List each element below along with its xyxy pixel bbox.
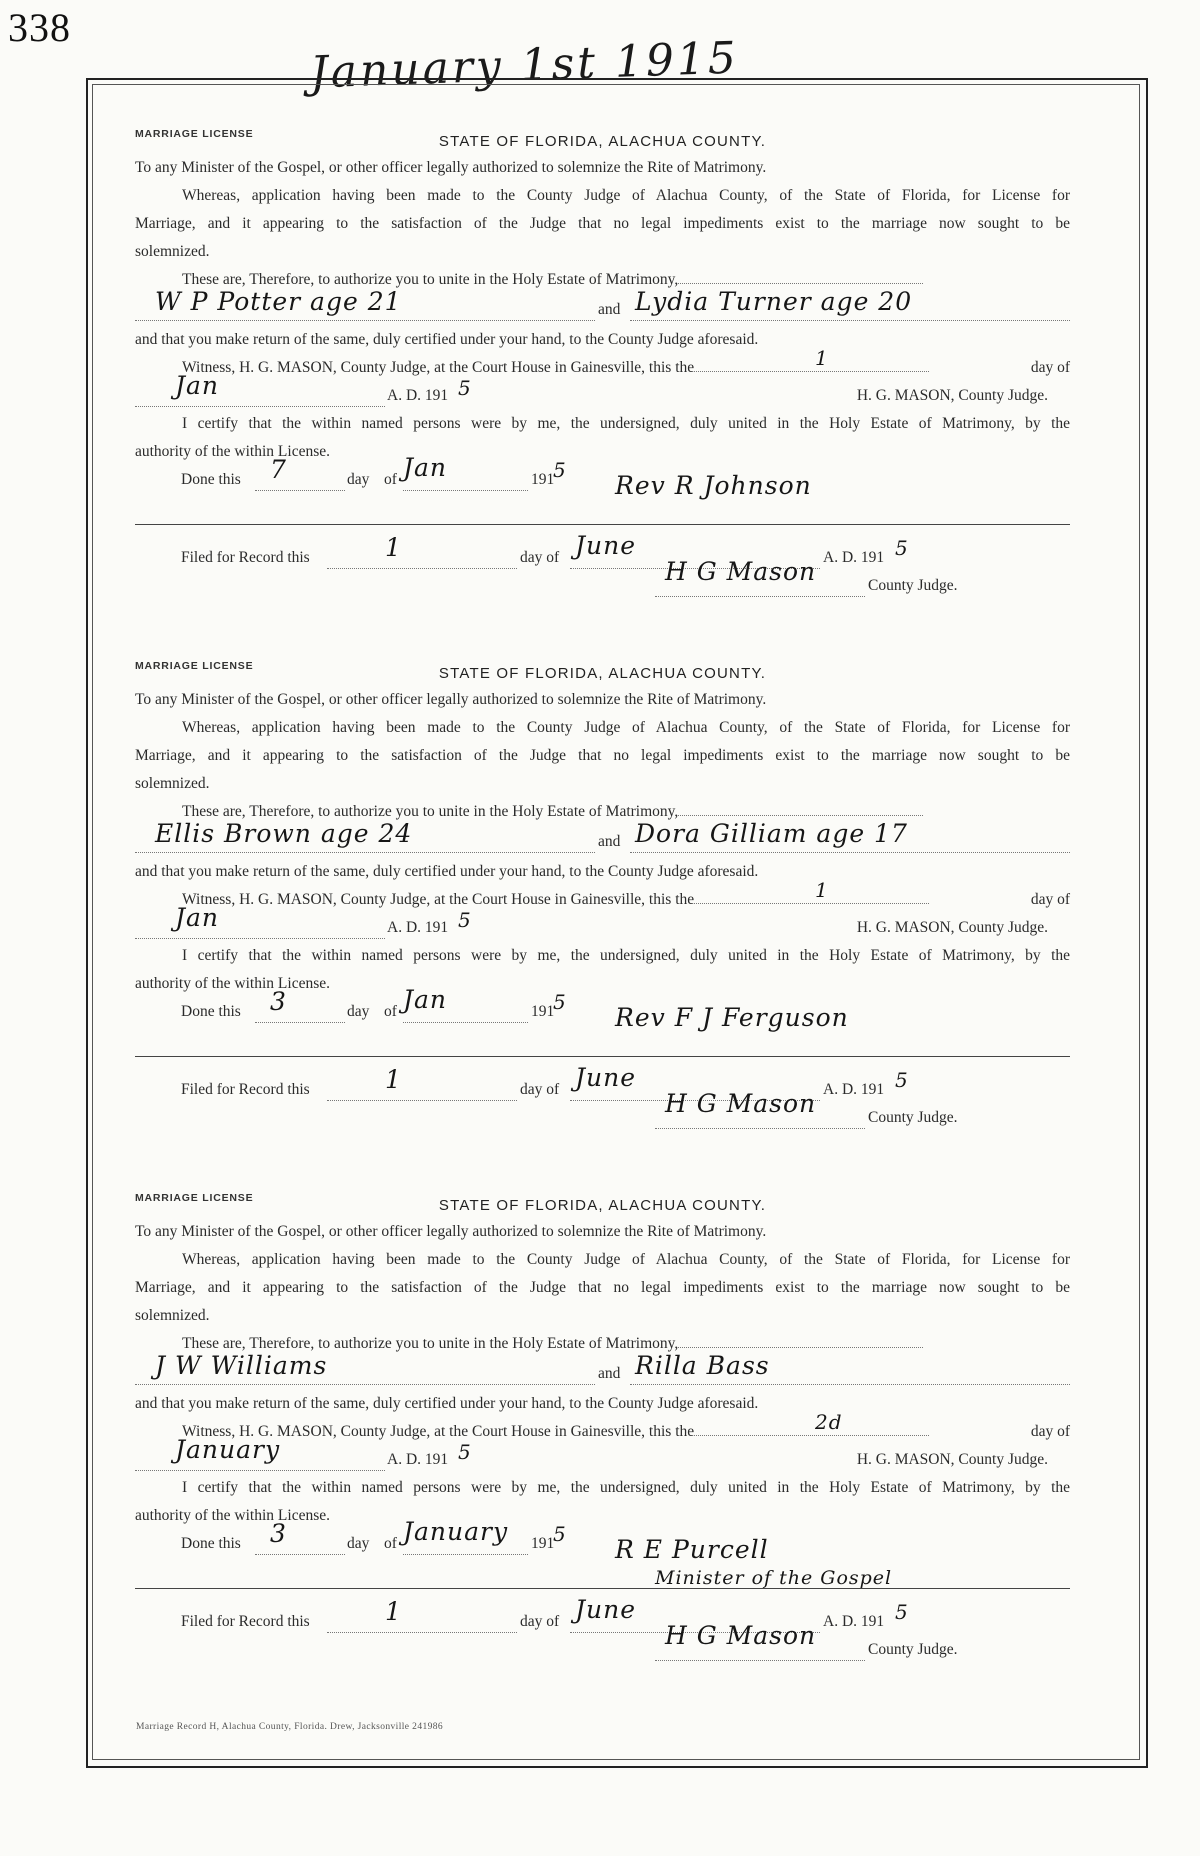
witness-month: Jan [175, 903, 220, 932]
filed-day-field [327, 1084, 517, 1101]
whereas-line-3: solemnized. [135, 243, 210, 260]
filed-year-digit: 5 [895, 1600, 909, 1624]
month-field-line [135, 390, 385, 407]
return-line: and that you make return of the same, duly certified under your hand, to the County Judge aforesaid. [135, 1395, 759, 1412]
whereas-line-3: solemnized. [135, 1307, 210, 1324]
filed-day-of-label: day of [520, 549, 560, 566]
done-day: 7 [270, 455, 287, 484]
filed-day-field [327, 1616, 517, 1633]
judge-printed: H. G. MASON, County Judge. [856, 919, 1048, 936]
and-word: and [598, 1365, 621, 1382]
done-month: Jan [403, 453, 448, 482]
year-prefix: 191 [531, 1535, 555, 1552]
done-year-digit: 5 [553, 458, 567, 482]
month-field-line [135, 922, 385, 939]
filed-day-of-label: day of [520, 1081, 560, 1098]
county-judge-label: County Judge. [868, 577, 958, 594]
filed-day: 1 [385, 533, 402, 562]
license-label: MARRIAGE LICENSE [135, 128, 254, 140]
year-prefix: 191 [531, 1003, 555, 1020]
witness-day: 1 [815, 346, 829, 370]
filed-ad-label: A. D. 191 [823, 549, 885, 566]
witness-day: 2d [815, 1410, 843, 1434]
certify-line-2: authority of the within License. [135, 1507, 330, 1524]
certify-line-1: I certify that the within named persons were by me, the undersigned, duly united in the Holy Estate of Matrimony, by the [182, 947, 1070, 964]
dotted-fill [678, 1331, 923, 1348]
state-title: STATE OF FLORIDA, ALACHUA COUNTY. [438, 133, 767, 150]
witness-line [135, 346, 1070, 382]
certify-line-1: I certify that the within named persons were by me, the undersigned, duly united in the Holy Estate of Matrimony, by the [182, 1479, 1070, 1496]
done-day-field [255, 1006, 345, 1023]
return-line: and that you make return of the same, duly certified under your hand, to the County Judge aforesaid. [135, 331, 759, 348]
done-month: Jan [403, 985, 448, 1014]
dotted-fill [678, 267, 923, 284]
done-year-digit: 5 [553, 990, 567, 1014]
license-label: MARRIAGE LICENSE [135, 660, 254, 672]
filed-month: June [575, 1063, 637, 1092]
filed-day-field [327, 552, 517, 569]
witness-day: 1 [815, 878, 829, 902]
whereas-line-2: Marriage, and it appearing to the satisfaction of the Judge that no legal impediments exist to the marriage now sought to be [135, 1279, 1070, 1296]
certify-line-2: authority of the within License. [135, 975, 330, 992]
filed-day-of-label: day of [520, 1613, 560, 1630]
groom-name: Ellis Brown age 24 [155, 819, 413, 848]
filed-ad-label: A. D. 191 [823, 1613, 885, 1630]
page-number: 338 [8, 5, 71, 50]
officiant-signature: R E Purcell [615, 1535, 769, 1564]
witness-day-field [694, 887, 929, 904]
witness-month: Jan [175, 371, 220, 400]
witness-text: Witness, H. G. MASON, County Judge, at the Court House in Gainesville, this the [182, 1423, 695, 1440]
day-label: day [347, 471, 370, 488]
printer-imprint: Marriage Record H, Alachua County, Florida. Drew, Jacksonville 241986 [136, 1722, 444, 1732]
record-separator [135, 1056, 1070, 1057]
of-label: of [384, 1535, 397, 1552]
filed-label: Filed for Record this [181, 1613, 310, 1630]
county-judge-label: County Judge. [868, 1641, 958, 1658]
filed-ad-label: A. D. 191 [823, 1081, 885, 1098]
filed-month: June [575, 1595, 637, 1624]
done-day: 3 [270, 987, 287, 1016]
day-of-label: day of [1030, 1423, 1070, 1440]
bride-name: Lydia Turner age 20 [635, 287, 913, 316]
state-title: STATE OF FLORIDA, ALACHUA COUNTY. [438, 1197, 767, 1214]
done-month: January [403, 1517, 509, 1546]
filed-day: 1 [385, 1065, 402, 1094]
authorize-text: These are, Therefore, to authorize you to unite in the Holy Estate of Matrimony, [182, 271, 679, 288]
judge-printed: H. G. MASON, County Judge. [856, 1451, 1048, 1468]
judge-signature: H G Mason [665, 557, 817, 586]
county-judge-label: County Judge. [868, 1109, 958, 1126]
address-line: To any Minister of the Gospel, or other officer legally authorized to solemnize the Rite of Matrimony. [135, 1223, 767, 1240]
witness-text: Witness, H. G. MASON, County Judge, at the Court House in Gainesville, this the [182, 891, 695, 908]
state-title: STATE OF FLORIDA, ALACHUA COUNTY. [438, 665, 767, 682]
witness-text: Witness, H. G. MASON, County Judge, at the Court House in Gainesville, this the [182, 359, 695, 376]
witness-day-field [694, 1419, 929, 1436]
witness-line [135, 878, 1070, 914]
day-label: day [347, 1003, 370, 1020]
day-of-label: day of [1030, 359, 1070, 376]
ad-label: A. D. 191 [387, 387, 449, 404]
witness-month: January [175, 1435, 281, 1464]
authorize-text: These are, Therefore, to authorize you to unite in the Holy Estate of Matrimony, [182, 803, 679, 820]
witness-year-digit: 5 [458, 376, 472, 400]
and-word: and [598, 301, 621, 318]
of-label: of [384, 1003, 397, 1020]
day-label: day [347, 1535, 370, 1552]
whereas-line-1: Whereas, application having been made to the County Judge of Alachua County, of the State of Florida, for License for [182, 187, 1070, 204]
bride-name: Dora Gilliam age 17 [635, 819, 908, 848]
filed-label: Filed for Record this [181, 1081, 310, 1098]
done-this-label: Done this [181, 1003, 241, 1020]
done-day: 3 [270, 1519, 287, 1548]
address-line: To any Minister of the Gospel, or other officer legally authorized to solemnize the Rite of Matrimony. [135, 159, 767, 176]
header-date-handwritten: January 1st 1915 [309, 32, 740, 99]
done-this-label: Done this [181, 471, 241, 488]
groom-name: W P Potter age 21 [155, 287, 402, 316]
done-day-field [255, 1538, 345, 1555]
filed-year-digit: 5 [895, 1068, 909, 1092]
officiant-signature: Rev R Johnson [615, 471, 812, 500]
and-word: and [598, 833, 621, 850]
ad-label: A. D. 191 [387, 919, 449, 936]
address-line: To any Minister of the Gospel, or other officer legally authorized to solemnize the Rite of Matrimony. [135, 691, 767, 708]
officiant-signature: Rev F J Ferguson [615, 1003, 849, 1032]
authorize-text: These are, Therefore, to authorize you to unite in the Holy Estate of Matrimony, [182, 1335, 679, 1352]
dotted-fill [678, 799, 923, 816]
filed-year-digit: 5 [895, 536, 909, 560]
officiant-title: Minister of the Gospel [655, 1567, 893, 1589]
witness-year-digit: 5 [458, 908, 472, 932]
judge-signature: H G Mason [665, 1089, 817, 1118]
whereas-line-1: Whereas, application having been made to the County Judge of Alachua County, of the State of Florida, for License for [182, 719, 1070, 736]
day-of-label: day of [1030, 891, 1070, 908]
done-this-label: Done this [181, 1535, 241, 1552]
license-label: MARRIAGE LICENSE [135, 1192, 254, 1204]
year-prefix: 191 [531, 471, 555, 488]
groom-name: J W Williams [155, 1351, 328, 1380]
certify-line-2: authority of the within License. [135, 443, 330, 460]
filed-label: Filed for Record this [181, 549, 310, 566]
of-label: of [384, 471, 397, 488]
judge-printed: H. G. MASON, County Judge. [856, 387, 1048, 404]
whereas-line-1: Whereas, application having been made to the County Judge of Alachua County, of the State of Florida, for License for [182, 1251, 1070, 1268]
whereas-line-2: Marriage, and it appearing to the satisfaction of the Judge that no legal impediments exist to the marriage now sought to be [135, 215, 1070, 232]
witness-day-field [694, 355, 929, 372]
witness-year-digit: 5 [458, 1440, 472, 1464]
record-separator [135, 524, 1070, 525]
record-separator [135, 1588, 1070, 1589]
certify-line-1: I certify that the within named persons were by me, the undersigned, duly united in the Holy Estate of Matrimony, by the [182, 415, 1070, 432]
whereas-line-2: Marriage, and it appearing to the satisfaction of the Judge that no legal impediments exist to the marriage now sought to be [135, 747, 1070, 764]
judge-signature: H G Mason [665, 1621, 817, 1650]
filed-month: June [575, 531, 637, 560]
done-year-digit: 5 [553, 1522, 567, 1546]
filed-day: 1 [385, 1597, 402, 1626]
return-line: and that you make return of the same, duly certified under your hand, to the County Judge aforesaid. [135, 863, 759, 880]
done-day-field [255, 474, 345, 491]
ad-label: A. D. 191 [387, 1451, 449, 1468]
bride-name: Rilla Bass [635, 1351, 770, 1380]
whereas-line-3: solemnized. [135, 775, 210, 792]
